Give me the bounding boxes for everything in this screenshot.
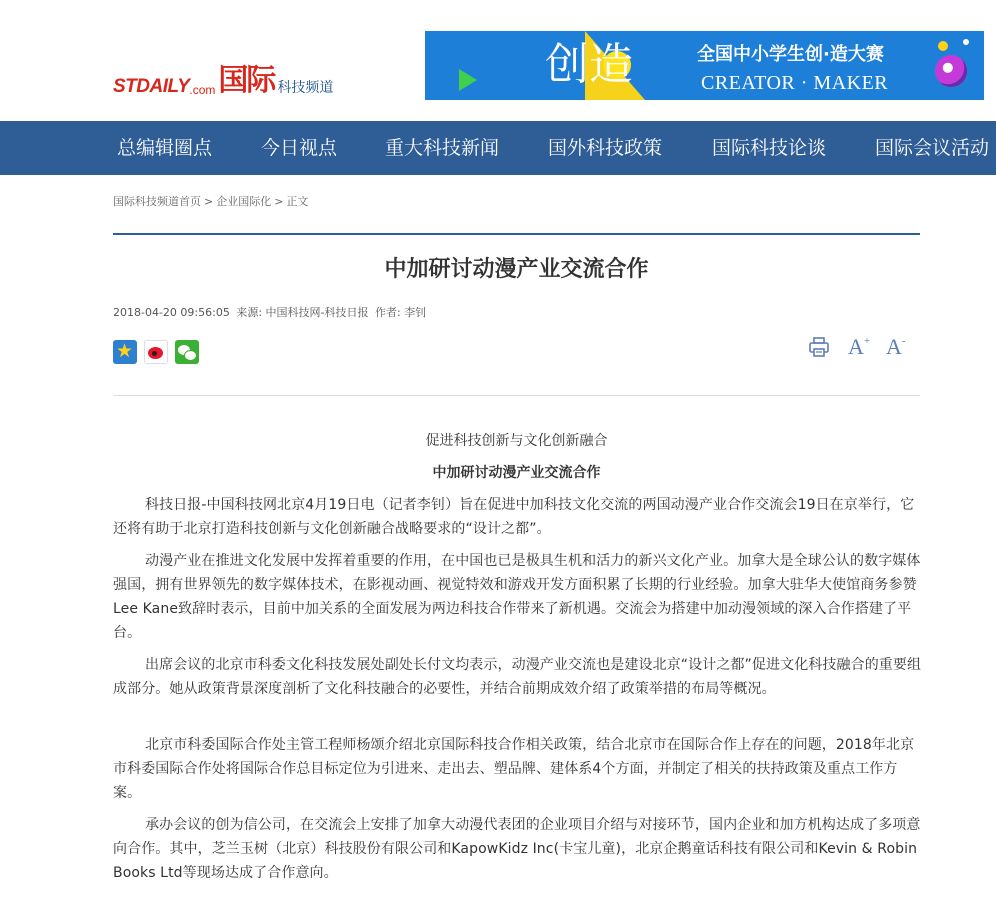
logo-domain: .com [189,83,216,97]
article-paragraph: 动漫产业在推进文化发展中发挥着重要的作用，在中国也已是极具生机和活力的新兴文化产业。加拿大是全球公认的数字媒体强国，拥有世界领先的数字媒体技术，在影视动画、视觉特效和游戏开发方面积累了长期的行业经验。加拿大驻华大使馆商务参赞Lee Kane致辞时表示，目前中加关系的全面发展为两边科技合作带来了新机遇。交流会为搭建中加动漫领域的深入合作搭建了平台。 [113,553,921,641]
article-paragraph: 科技日报-中国科技网北京4月19日电（记者李钊）旨在促进中加科技文化交流的两国动漫产业合作交流会19日在京举行，它还将有助于北京打造科技创新与文化创新融合战略要求的“设计之都”。 [113,497,915,537]
content-divider [113,395,920,396]
article-datetime: 2018-04-20 09:56:05 [113,306,230,319]
header-divider [113,233,920,235]
breadcrumb [113,194,308,210]
breadcrumb-home[interactable]: 国际科技频道首页 [113,195,201,208]
nav-item-major-news[interactable]: 重大科技新闻 [385,137,500,159]
printer-icon [808,336,830,358]
play-icon [459,69,477,91]
article-paragraph: 出席会议的北京市科委文化科技发展处副处长付文均表示，动漫产业交流也是建设北京“设计之都”促进文化科技融合的重要组成部分。她从政策背景深度剖析了文化科技融合的必要性，并结合前期成效介绍了政策举措的布局等概况。 [113,657,922,697]
banner-orb-small [938,41,948,51]
logo-brand: STDAILY [113,76,190,97]
nav-item-international-forum[interactable]: 国际科技论谈 [712,137,827,159]
article-paragraph: 承办会议的创为信公司，在交流会上安排了加拿大动漫代表团的企业项目介绍与对接环节，国内企业和加方机构达成了多项意向合作。其中，芝兰玉树（北京）科技股份有限公司和KapowKidz Inc(卡宝儿童)，北京企鹅童话科技有限公司和Kevin & Robin Books Ltd等现场达成了合作意向。 [113,817,921,881]
article-paragraph: 北京市科委国际合作处主管工程师杨颂介绍北京国际科技合作相关政策，结合北京市在国际合作上存在的问题，2018年北京市科委国际合作处将国际合作总目标定位为引进来、走出去、塑品牌、建体系4个方面，并制定了相关的扶持政策及重点工作方案。 [113,737,915,801]
site-header [0,0,996,121]
banner-orb-icon [935,55,967,87]
font-smaller-label: A [886,334,902,359]
nav-item-conferences[interactable]: 国际会议活动 [875,137,990,159]
ad-banner[interactable] [425,31,984,100]
nav-item-editor-picks[interactable]: 总编辑圈点 [117,137,213,159]
favorite-share-icon[interactable] [113,340,137,364]
font-smaller-sign: - [901,335,906,347]
article-subtitle: 促进科技创新与文化创新融合 [425,433,608,449]
logo-section: 国际 [218,63,275,98]
breadcrumb-separator: > [274,195,284,208]
site-logo[interactable] [113,56,333,96]
article-author: 作者: 李钊 [375,306,427,319]
font-smaller-button[interactable] [886,334,906,360]
article-source: 来源: 中国科技网-科技日报 [236,306,369,319]
article-meta [113,305,429,321]
article-title: 中加研讨动漫产业交流合作 [384,257,649,282]
breadcrumb-current: 正文 [286,195,309,208]
banner-art-text: 创造 [545,39,633,90]
banner-title-cn: 全国中小学生创·造大赛 [697,44,884,65]
nav-item-foreign-policy[interactable]: 国外科技政策 [548,137,663,159]
main-nav [0,121,996,175]
font-larger-label: A [848,334,864,359]
breadcrumb-separator: > [204,195,214,208]
logo-channel: 科技频道 [277,80,334,96]
breadcrumb-category[interactable]: 企业国际化 [216,195,272,208]
article-headline: 中加研讨动漫产业交流合作 [432,465,601,481]
print-icon[interactable] [808,334,830,360]
banner-orb-tiny [963,39,969,45]
banner-title-en: CREATOR · MAKER [701,72,889,94]
weibo-share-icon[interactable] [144,340,168,364]
wechat-share-icon[interactable] [175,340,199,364]
font-larger-sign: + [863,335,871,347]
nav-item-today-view[interactable]: 今日视点 [261,137,338,159]
font-larger-button[interactable] [848,334,870,360]
